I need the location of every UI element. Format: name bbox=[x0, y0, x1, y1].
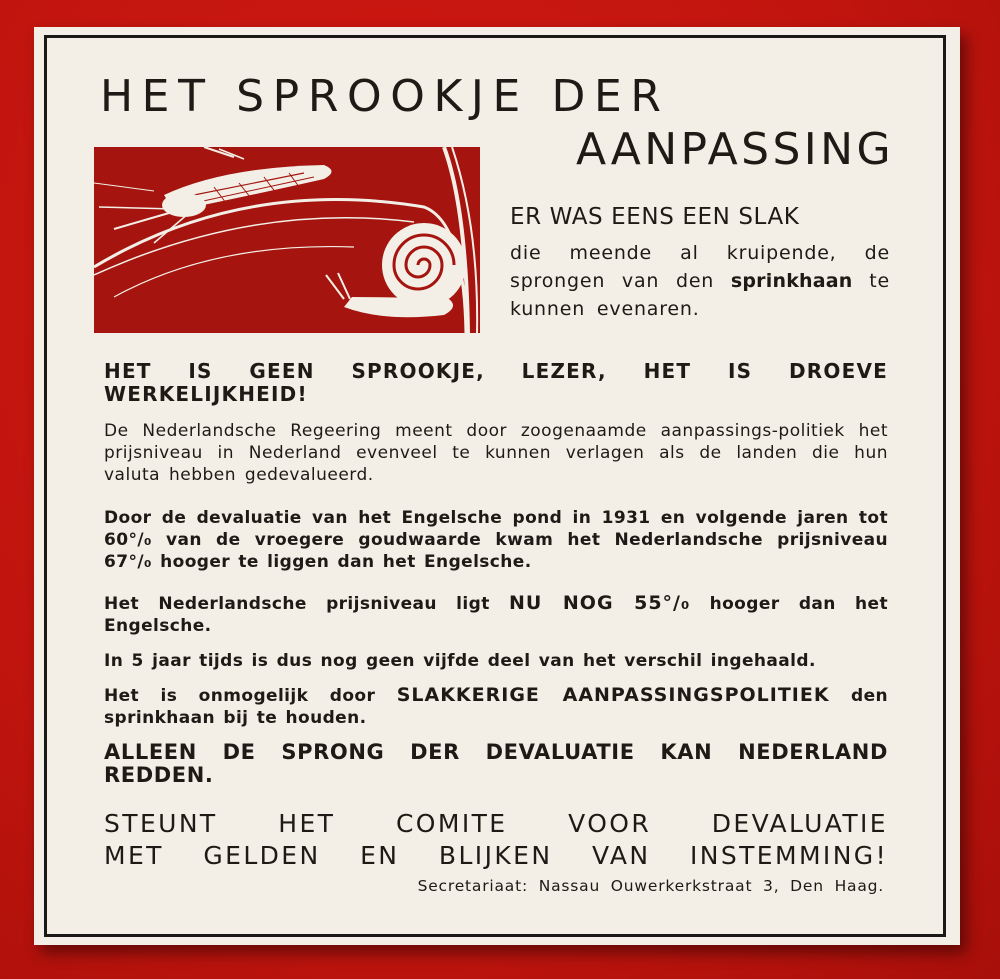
secretariat-address: Secretariaat: Nassau Ouwerkerkstraat 3, Den Haag. bbox=[417, 877, 884, 895]
paragraph-3 bbox=[104, 592, 888, 637]
poster-title-line-2: AANPASSING bbox=[575, 124, 894, 175]
intro-text-part-1: die meende al kruipende, de sprongen van den bbox=[510, 242, 890, 292]
poster-title-line-1: HET SPROOKJE DER bbox=[100, 71, 670, 122]
call-to-action-line-2: MET GELDEN EN BLIJKEN VAN INSTEMMING! bbox=[104, 841, 888, 870]
paragraph-4: In 5 jaar tijds is dus nog geen vijfde deel van het verschil ingehaald. bbox=[104, 651, 816, 671]
intro-bold-word: sprinkhaan bbox=[730, 270, 853, 292]
paragraph-3-part-2: hooger dan het Engelsche. bbox=[104, 594, 888, 636]
poster-card bbox=[34, 27, 960, 945]
paragraph-1: De Nederlandsche Regeering meent door zoogenaamde aanpassings-politiek het prijsniveau in Nederland evenveel te kunnen verlagen als de landen die hun valuta hebben gedevalueerd. bbox=[104, 421, 888, 485]
paragraph-5-part-2: den sprinkhaan bij te houden. bbox=[104, 686, 889, 728]
grasshopper-icon bbox=[94, 147, 332, 243]
paragraph-5-emphasis: SLAKKERIGE AANPASSINGSPOLITIEK bbox=[396, 684, 830, 706]
paragraph-6: ALLEEN DE SPRONG DER DEVALUATIE KAN NEDERLAND REDDEN. bbox=[104, 740, 888, 787]
intro-text bbox=[510, 239, 890, 323]
intro-heading: ER WAS EENS EEN SLAK bbox=[510, 204, 800, 230]
paragraph-3-emphasis: NU NOG 55°/₀ bbox=[509, 592, 691, 614]
paragraph-2: Door de devaluatie van het Engelsche pond in 1931 en volgende jaren tot 60°/₀ van de vroegere goudwaarde kwam het Nederlandsche prijsniveau 67°/₀ hooger te liggen dan het Engelsche. bbox=[104, 508, 888, 572]
paragraph-3-part-1: Het Nederlandsche prijsniveau ligt bbox=[104, 594, 509, 614]
paragraph-5 bbox=[104, 684, 888, 729]
headline: HET IS GEEN SPROOKJE, LEZER, HET IS DROEVE WERKELIJKHEID! bbox=[104, 359, 888, 406]
call-to-action-line-1: STEUNT HET COMITE VOOR DEVALUATIE bbox=[104, 809, 888, 838]
snail-icon bbox=[326, 223, 466, 317]
paragraph-5-part-1: Het is onmogelijk door bbox=[104, 686, 397, 706]
grasshopper-snail-illustration bbox=[94, 147, 480, 333]
call-to-action bbox=[104, 808, 888, 872]
intro-text-part-2: te kunnen evenaren. bbox=[510, 270, 890, 320]
